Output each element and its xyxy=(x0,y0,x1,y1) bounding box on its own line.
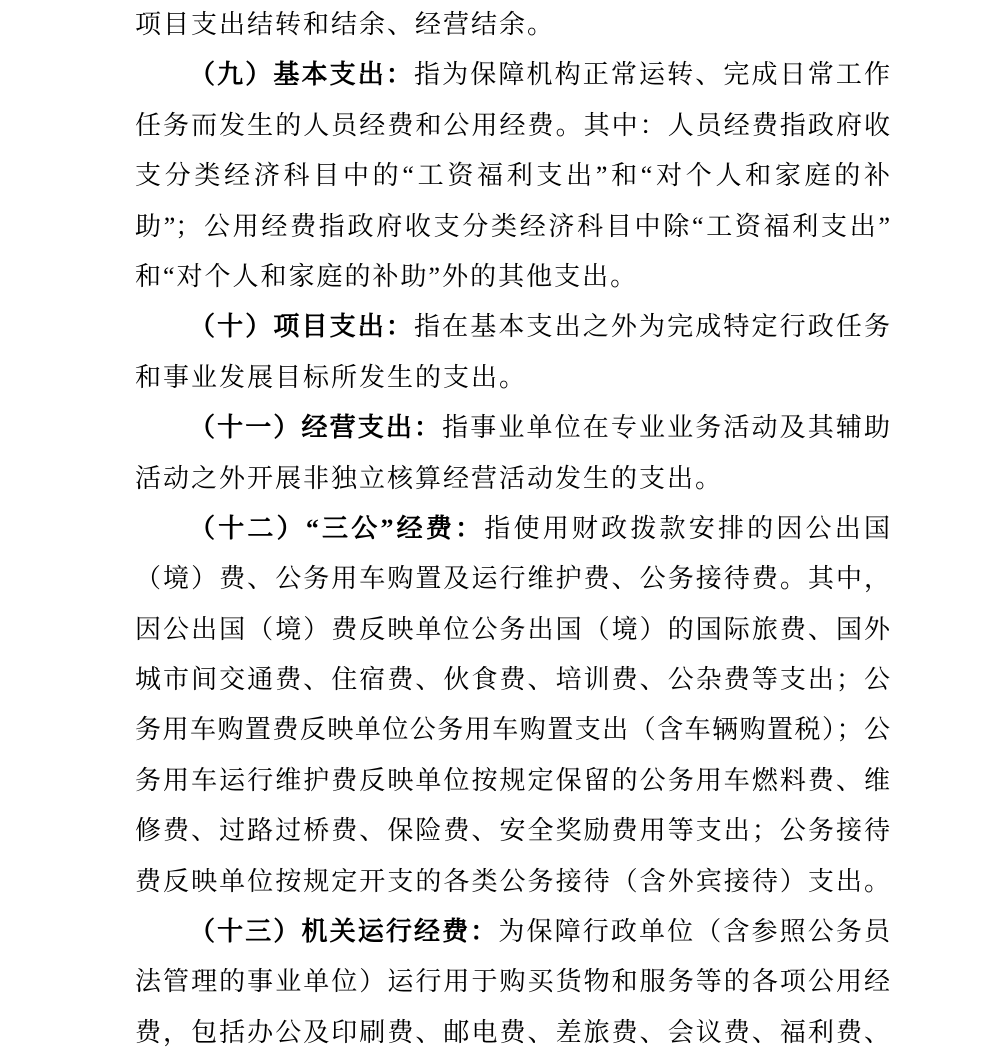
doc-line xyxy=(135,252,890,302)
paragraph-heading-text: （十）项目支出： xyxy=(189,312,414,342)
paragraph-body-text: （境）费、公务用车购置及运行维护费、公务接待费。其中， xyxy=(135,564,890,594)
doc-line xyxy=(135,857,890,907)
paragraph-body-text: 任务而发生的人员经费和公用经费。其中：人员经费指政府收 xyxy=(135,110,890,140)
paragraph-body-text: 助”；公用经费指政府收支分类经济科目中除“工资福利支出” xyxy=(135,211,890,241)
doc-line xyxy=(135,554,890,604)
paragraph-body-text: 修费、过路过桥费、保险费、安全奖励费用等支出；公务接待 xyxy=(135,816,890,846)
doc-line xyxy=(135,605,890,655)
doc-line xyxy=(135,907,890,957)
doc-line xyxy=(135,202,890,252)
doc-line xyxy=(135,403,890,453)
document-text-block xyxy=(135,0,890,1058)
paragraph-heading-text: （十三）机关运行经费： xyxy=(189,917,499,947)
doc-line xyxy=(135,806,890,856)
doc-line xyxy=(135,151,890,201)
doc-line xyxy=(135,50,890,100)
paragraph-body-text: 费，包括办公及印刷费、邮电费、差旅费、会议费、福利费、 xyxy=(135,1017,890,1047)
paragraph-body-text: 因公出国（境）费反映单位公务出国（境）的国际旅费、国外 xyxy=(135,614,890,644)
doc-line xyxy=(135,705,890,755)
doc-line xyxy=(135,1008,890,1058)
paragraph-body-text: 为保障行政单位（含参照公务员 xyxy=(498,917,890,947)
doc-line xyxy=(135,655,890,705)
doc-line xyxy=(135,756,890,806)
paragraph-body-text: 指在基本支出之外为完成特定行政任务 xyxy=(414,312,890,342)
paragraph-body-text: 指事业单位在专业业务活动及其辅助 xyxy=(442,413,890,443)
paragraph-body-text: 务用车运行维护费反映单位按规定保留的公务用车燃料费、维 xyxy=(135,765,890,795)
paragraph-heading-text: （九）基本支出： xyxy=(189,60,414,90)
paragraph-body-text: 和“对个人和家庭的补助”外的其他支出。 xyxy=(135,261,639,291)
paragraph-body-text: 务用车购置费反映单位公务用车购置支出（含车辆购置税）；公 xyxy=(135,715,890,745)
paragraph-body-text: 活动之外开展非独立核算经营活动发生的支出。 xyxy=(135,463,724,493)
paragraph-heading-text: （十一）经营支出： xyxy=(189,413,443,443)
paragraph-body-text: 支分类经济科目中的“工资福利支出”和“对个人和家庭的补 xyxy=(135,161,890,191)
doc-line xyxy=(135,353,890,403)
paragraph-body-text: 项目支出结转和结余、经营结余。 xyxy=(135,10,556,39)
doc-line xyxy=(135,101,890,151)
doc-line xyxy=(135,504,890,554)
paragraph-body-text: 指使用财政拨款安排的因公出国 xyxy=(484,513,890,543)
paragraph-body-text: 费反映单位按规定开支的各类公务接待（含外宾接待）支出。 xyxy=(135,866,890,896)
doc-line xyxy=(135,0,890,50)
doc-line xyxy=(135,957,890,1007)
paragraph-body-text: 法管理的事业单位）运行用于购买货物和服务等的各项公用经 xyxy=(135,967,890,997)
doc-line xyxy=(135,302,890,352)
paragraph-body-text: 指为保障机构正常运转、完成日常工作 xyxy=(414,60,890,90)
paragraph-body-text: 城市间交通费、住宿费、伙食费、培训费、公杂费等支出；公 xyxy=(135,665,890,695)
paragraph-body-text: 和事业发展目标所发生的支出。 xyxy=(135,362,528,392)
paragraph-heading-text: （十二）“三公”经费： xyxy=(189,513,485,543)
doc-line xyxy=(135,454,890,504)
